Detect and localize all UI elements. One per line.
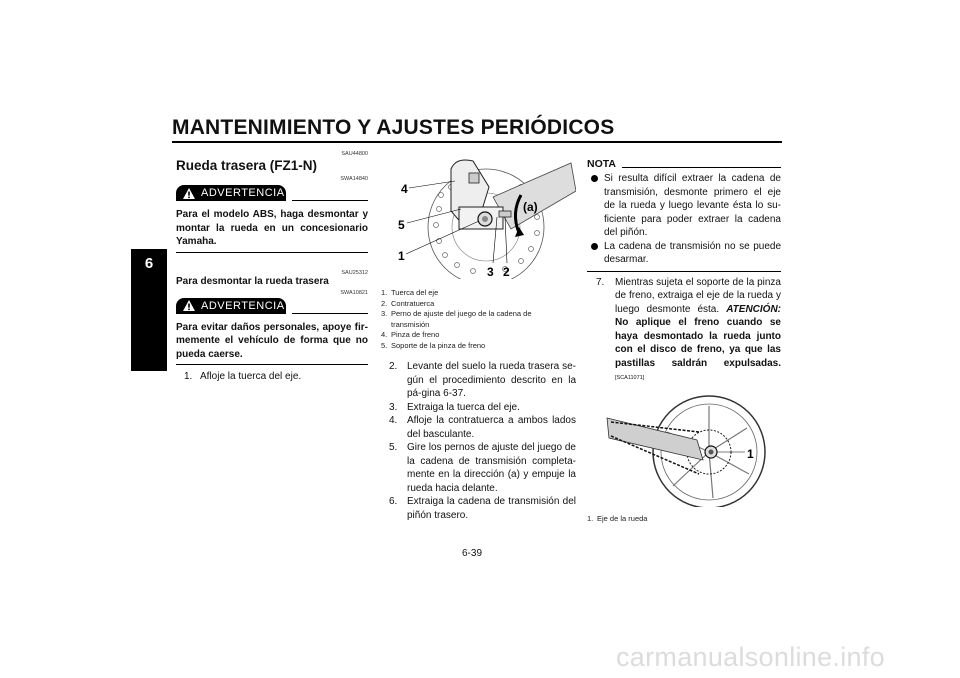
title-rule [172, 141, 782, 143]
caption-text: Contratuerca [391, 298, 435, 308]
warning-icon [182, 187, 196, 200]
ref-code: SAU44800 [341, 151, 368, 157]
ref-code: [SCA11071] [615, 375, 645, 381]
brake-caliper-figure [381, 151, 576, 279]
caption-text: Soporte de la pinza de freno [391, 340, 486, 350]
figure-label: 4 [401, 182, 408, 196]
step-text: Levante del suelo la rueda trasera se-gún el procedimiento descrito en la pá-gina 6-37. [407, 361, 576, 399]
warning-rule [292, 313, 368, 314]
bullet-icon [591, 243, 598, 250]
caption-item [381, 288, 571, 299]
note-label: NOTA [587, 158, 616, 170]
warning-text: Para el modelo ABS, haga desmontar y montar la rueda en un concesionario Yamaha. [176, 209, 368, 247]
figure-label: 1 [747, 446, 754, 461]
step [389, 414, 576, 441]
step-text: Afloje la tuerca del eje. [200, 371, 302, 382]
note-end-rule [587, 271, 781, 272]
page-number: 6-39 [462, 548, 483, 559]
warning-label: ADVERTENCIA [201, 187, 285, 199]
warning-box [176, 298, 286, 314]
caption-number: 1. [381, 288, 388, 297]
caption-item [587, 514, 781, 525]
caption-number: 1. [587, 513, 594, 523]
figure-captions [381, 288, 571, 351]
attention-text: No aplique el freno cuando se haya desmontado la rueda junto con el disco de freno, ya que las pastillas saldrán expulsadas. [615, 317, 781, 369]
note-header [587, 158, 781, 170]
note-bullets [587, 172, 781, 267]
step [389, 401, 576, 415]
note-bullet [587, 172, 781, 240]
caption-text: Tuerca del eje [391, 288, 439, 297]
step [389, 495, 576, 522]
step-number: 7. [596, 276, 605, 288]
figure-label: 1 [398, 249, 405, 263]
chapter-tab: 6 [131, 249, 167, 371]
caption-item [381, 330, 571, 341]
caption-text: Eje de la rueda [597, 513, 648, 523]
middle-column [381, 151, 576, 522]
step-number: 1. [184, 371, 193, 382]
step [389, 360, 576, 401]
warning-end-rule [176, 252, 368, 253]
step-number: 2. [389, 361, 398, 372]
section-heading: Rueda trasera (FZ1-N) [176, 158, 318, 173]
warning-end-rule [176, 364, 368, 365]
step-number: 3. [389, 401, 398, 413]
ref-code: SAU25312 [341, 269, 368, 276]
figure-label: 5 [398, 218, 405, 232]
warning-text: Para evitar daños personales, apoye fir-memente el vehículo de forma que no pueda caerse. [176, 321, 368, 360]
step [587, 276, 781, 386]
watermark: carmanualsonline.info [616, 642, 885, 672]
note-bullet [587, 240, 781, 267]
caption-number: 4. [381, 330, 388, 339]
caption-item [381, 341, 571, 352]
rear-wheel-figure [587, 392, 781, 507]
step-text: Gire los pernos de ajuste del juego de la cadena de transmisión completa-mente en la dirección (a) y empuje la rueda hacia delante. [407, 442, 576, 494]
subheading: Para desmontar la rueda trasera [176, 275, 329, 287]
left-column [176, 151, 368, 384]
page-title: MANTENIMIENTO Y AJUSTES PERIÓDICOS [172, 116, 615, 139]
bullet-text: Si resulta difícil extraer la cadena de transmisión, desmonte primero el eje de la rueda y luego levante ésta lo su-ficiente para poder extraer la cadena del piñón. [604, 173, 781, 238]
warning-header [176, 298, 368, 314]
figure-label: 2 [503, 265, 510, 279]
caption-item [381, 299, 571, 310]
bullet-icon [591, 175, 598, 182]
figure-label: (a) [523, 200, 538, 214]
warning-icon [182, 299, 196, 312]
step-text: Extraiga la tuerca del eje. [407, 401, 520, 413]
step-number: 5. [389, 442, 398, 453]
step-text: Extraiga la cadena de transmisión del piñón trasero. [407, 496, 576, 521]
right-column [587, 158, 781, 524]
figure-label: 3 [487, 265, 494, 279]
ref-code: SWA10821 [340, 289, 368, 296]
step [176, 370, 368, 384]
figure-caption [587, 514, 781, 525]
warning-rule [292, 200, 368, 201]
caption-number: 3. [381, 309, 388, 318]
step-number: 6. [389, 496, 398, 507]
note-rule [622, 167, 781, 168]
step [389, 441, 576, 495]
caption-item [381, 309, 571, 330]
attention-label: ATENCIÓN: [726, 303, 782, 315]
warning-header [176, 185, 368, 201]
step-text: Mientras sujeta el soporte de la pinza de freno, extraiga el eje de la rueda y luego desmonte ésta. [615, 276, 781, 315]
caption-number: 2. [381, 298, 388, 308]
caption-text: Perno de ajuste del juego de la cadena de transmisión [391, 309, 532, 329]
caption-text: Pinza de freno [391, 330, 440, 339]
bullet-text: La cadena de transmisión no se puede desarmar. [604, 240, 781, 265]
step-text: Afloje la contratuerca a ambos lados del basculante. [407, 415, 576, 440]
caption-number: 5. [381, 340, 388, 350]
warning-label: ADVERTENCIA [201, 299, 285, 312]
step-number: 4. [389, 415, 398, 426]
ref-code: SWA14840 [340, 176, 368, 182]
steps-list [381, 360, 576, 522]
warning-box [176, 185, 286, 201]
